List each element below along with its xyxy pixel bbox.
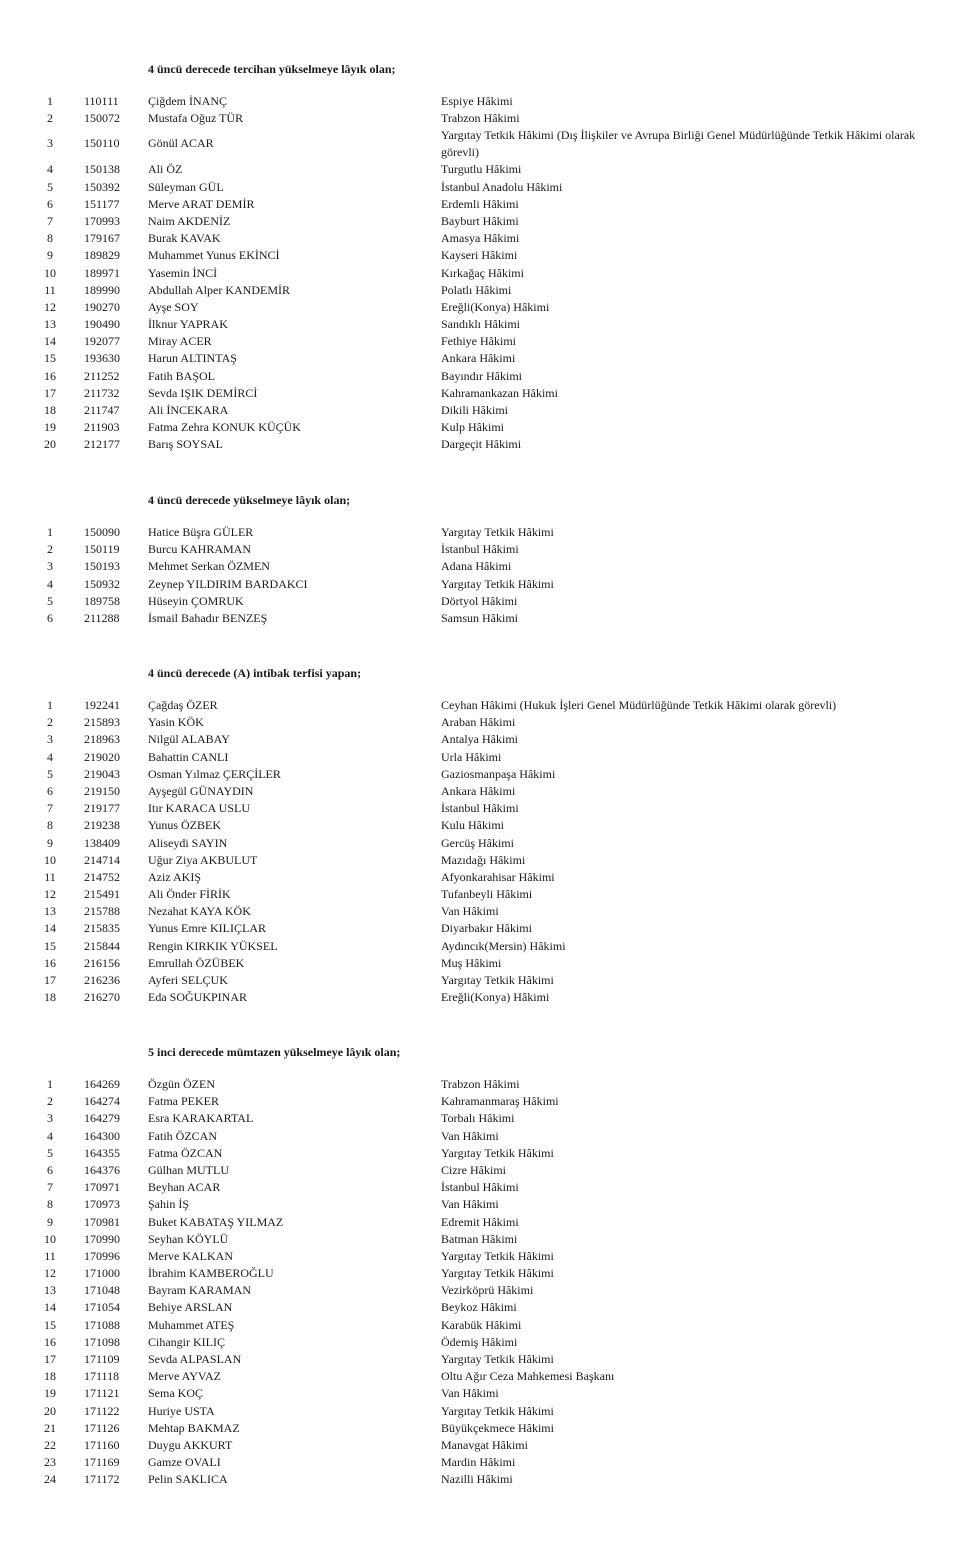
person-name: Abdullah Alper KANDEMİR	[148, 282, 290, 297]
sicil-number: 170993	[84, 213, 120, 228]
row-number: 18	[44, 990, 56, 1005]
row-number: 3	[47, 136, 53, 151]
row-number: 15	[44, 351, 56, 366]
position-title: Edremit Hâkimi	[441, 1214, 519, 1229]
row-number: 1	[47, 1077, 53, 1091]
position-title: Mardin Hâkimi	[441, 1455, 516, 1470]
position-title: İstanbul Hâkimi	[441, 801, 519, 816]
person-name: İlknur YAPRAK	[148, 317, 228, 332]
row-number: 15	[44, 1317, 56, 1332]
sicil-number: 192241	[84, 698, 120, 712]
person-name: Gamze OVALI	[148, 1455, 221, 1470]
position-title: Batman Hâkimi	[441, 1231, 518, 1246]
person-name: Mehtap BAKMAZ	[148, 1420, 240, 1435]
person-name: Fatih BAŞOL	[148, 368, 216, 383]
sicil-number: 150193	[84, 559, 120, 574]
row-number: 5	[47, 766, 53, 781]
position-title: Yargıtay Tetkik Hâkimi	[441, 1248, 554, 1263]
person-name: Ali Önder FİRİK	[148, 887, 231, 902]
sicil-number: 170996	[84, 1248, 120, 1263]
person-name: Zeynep YILDIRIM BARDAKCI	[148, 576, 308, 591]
row-number: 7	[47, 213, 53, 228]
position-title: Afyonkarahisar Hâkimi	[441, 869, 555, 884]
sicil-number: 164376	[84, 1162, 120, 1177]
position-title: Karabük Hâkimi	[441, 1317, 522, 1332]
row-number: 4	[47, 749, 53, 764]
row-number: 19	[44, 420, 56, 435]
sicil-number: 150110	[84, 136, 120, 151]
position-title: Yargıtay Tetkik Hâkimi	[441, 1352, 554, 1366]
row-number: 15	[44, 938, 56, 953]
row-number: 14	[44, 334, 56, 349]
row-number: 3	[47, 1111, 53, 1126]
sicil-number: 215844	[84, 938, 120, 953]
row-number: 10	[44, 852, 56, 867]
position-title: Trabzon Hâkimi	[441, 111, 520, 126]
person-name: Naim AKDENİZ	[148, 213, 231, 228]
sicil-number: 138409	[84, 835, 120, 850]
sicil-number: 171118	[84, 1369, 120, 1384]
sicil-number: 171169	[84, 1455, 120, 1470]
sicil-number: 171109	[84, 1352, 120, 1366]
sicil-number: 219238	[84, 818, 120, 833]
row-number: 2	[47, 111, 53, 126]
position-title: Bayburt Hâkimi	[441, 213, 519, 228]
sicil-number: 216270	[84, 990, 120, 1005]
row-number: 9	[47, 1214, 53, 1229]
sicil-number: 212177	[84, 437, 120, 452]
person-name: Ali İNCEKARA	[148, 403, 229, 417]
row-number: 11	[44, 1248, 56, 1263]
person-name: Çağdaş ÖZER	[148, 698, 218, 712]
row-number: 2	[47, 1094, 53, 1109]
position-title: Antalya Hâkimi	[441, 732, 518, 747]
position-title: Yargıtay Tetkik Hâkimi	[441, 1145, 554, 1160]
person-name: Yunus Emre KILIÇLAR	[148, 921, 266, 936]
person-name: Cihangir KILIÇ	[148, 1334, 225, 1349]
row-number: 13	[44, 1283, 56, 1298]
person-name: Özgün ÖZEN	[148, 1077, 215, 1091]
row-number: 17	[44, 1352, 56, 1366]
sicil-number: 211288	[84, 610, 120, 625]
person-name: Mustafa Oğuz TÜR	[148, 111, 244, 126]
sicil-number: 219020	[84, 749, 120, 764]
section-title: 4 üncü derecede yükselmeye lâyık olan;	[148, 493, 351, 507]
person-name: Itır KARACA USLU	[148, 801, 251, 816]
row-number: 4	[47, 1128, 53, 1143]
row-number: 1	[47, 525, 53, 539]
row-number: 23	[44, 1455, 56, 1470]
position-title: Van Hâkimi	[441, 1128, 499, 1143]
row-number: 1	[47, 698, 53, 712]
person-name: Barış SOYSAL	[148, 437, 224, 452]
position-title: Yargıtay Tetkik Hâkimi (Dış İlişkiler ve Avrupa Birliği Genel Müdürlüğünde Tetkik Hâkimi olarak görevli)	[441, 128, 916, 160]
position-title: Kahramankazan Hâkimi	[441, 385, 558, 400]
position-title: Adana Hâkimi	[441, 559, 512, 574]
person-name: Fatih ÖZCAN	[148, 1128, 217, 1143]
position-title: Tufanbeyli Hâkimi	[441, 887, 533, 902]
row-number: 14	[44, 921, 56, 936]
person-name: Nezahat KAYA KÖK	[148, 904, 251, 919]
sicil-number: 150392	[84, 179, 120, 194]
person-name: Bahattin CANLI	[148, 749, 229, 764]
position-title: Yargıtay Tetkik Hâkimi	[441, 576, 554, 591]
row-number: 5	[47, 1145, 53, 1160]
row-number: 9	[47, 835, 53, 850]
sicil-number: 110111	[84, 94, 119, 108]
position-title: Kulp Hâkimi	[441, 420, 504, 435]
position-title: Van Hâkimi	[441, 1386, 499, 1401]
position-title: Muş Hâkimi	[441, 955, 502, 970]
person-name: Sevda IŞIK DEMİRCİ	[148, 385, 258, 400]
person-name: Uğur Ziya AKBULUT	[148, 852, 258, 867]
row-number: 18	[44, 403, 56, 417]
position-title: Polatlı Hâkimi	[441, 282, 512, 297]
position-title: Turgutlu Hâkimi	[441, 162, 522, 177]
sicil-number: 219043	[84, 766, 120, 781]
position-title: Dörtyol Hâkimi	[441, 593, 518, 608]
person-name: Eda SOĞUKPINAR	[148, 990, 247, 1005]
sicil-number: 170971	[84, 1180, 120, 1195]
position-title: Ankara Hâkimi	[441, 783, 516, 798]
sicil-number: 171160	[84, 1437, 120, 1452]
sicil-number: 216236	[84, 973, 120, 987]
person-name: Ayşegül GÜNAYDIN	[148, 783, 254, 798]
position-title: Vezirköprü Hâkimi	[441, 1283, 534, 1298]
sicil-number: 171048	[84, 1283, 120, 1298]
row-number: 16	[44, 955, 56, 970]
person-name: Osman Yılmaz ÇERÇİLER	[148, 766, 281, 781]
position-title: Yargıtay Tetkik Hâkimi	[441, 1266, 554, 1281]
position-title: Cizre Hâkimi	[441, 1162, 506, 1177]
person-name: Buket KABATAŞ YILMAZ	[148, 1214, 284, 1229]
sicil-number: 164269	[84, 1077, 120, 1091]
person-name: Sevda ALPASLAN	[148, 1352, 242, 1366]
sicil-number: 211252	[84, 368, 120, 383]
person-name: Gönül ACAR	[148, 136, 214, 151]
person-name: Burak KAVAK	[148, 231, 221, 246]
sicil-number: 189990	[84, 282, 120, 297]
position-title: Dikili Hâkimi	[441, 403, 508, 417]
sicil-number: 171122	[84, 1403, 120, 1418]
person-name: Yunus ÖZBEK	[148, 818, 222, 833]
sicil-number: 215491	[84, 887, 120, 902]
row-number: 14	[44, 1300, 56, 1315]
position-title: Yargıtay Tetkik Hâkimi	[441, 973, 554, 987]
row-number: 6	[47, 610, 53, 625]
row-number: 6	[47, 196, 53, 211]
position-title: Trabzon Hâkimi	[441, 1077, 520, 1091]
position-title: Gercüş Hâkimi	[441, 835, 514, 850]
position-title: Büyükçekmece Hâkimi	[441, 1420, 554, 1435]
position-title: İstanbul Hâkimi	[441, 542, 519, 557]
row-number: 20	[44, 1403, 56, 1418]
sicil-number: 189971	[84, 265, 120, 280]
person-name: Pelin SAKLICA	[148, 1472, 228, 1487]
sicil-number: 170981	[84, 1214, 120, 1229]
person-name: Sema KOÇ	[148, 1386, 203, 1401]
position-title: Beykoz Hâkimi	[441, 1300, 517, 1315]
position-title: Ereğli(Konya) Hâkimi	[441, 299, 550, 314]
person-name: Ayferi SELÇUK	[148, 973, 228, 987]
row-number: 18	[44, 1369, 56, 1384]
row-number: 24	[44, 1472, 56, 1487]
row-number: 13	[44, 904, 56, 919]
person-name: Nilgül ALABAY	[148, 732, 230, 747]
sicil-number: 171172	[84, 1472, 120, 1487]
person-name: Yasemin İNCİ	[148, 265, 218, 280]
position-title: Sandıklı Hâkimi	[441, 317, 520, 332]
sicil-number: 171054	[84, 1300, 120, 1315]
sicil-number: 171000	[84, 1266, 120, 1281]
sicil-number: 150072	[84, 111, 120, 126]
section-title: 5 inci derecede mümtazen yükselmeye lâyık olan;	[148, 1045, 401, 1059]
person-name: İbrahim KAMBEROĞLU	[148, 1266, 274, 1281]
sicil-number: 192077	[84, 334, 120, 349]
row-number: 3	[47, 732, 53, 747]
person-name: İsmail Bahadır BENZEŞ	[148, 610, 268, 625]
section-title: 4 üncü derecede (A) intibak terfisi yapan;	[148, 666, 362, 680]
person-name: Harun ALTINTAŞ	[148, 351, 237, 366]
row-number: 4	[47, 162, 53, 177]
row-number: 6	[47, 1162, 53, 1177]
row-number: 12	[44, 887, 56, 902]
row-number: 16	[44, 368, 56, 383]
sicil-number: 218963	[84, 732, 120, 747]
sicil-number: 171126	[84, 1420, 120, 1435]
sicil-number: 211903	[84, 420, 120, 435]
position-title: Espiye Hâkimi	[441, 94, 513, 108]
sicil-number: 171121	[84, 1386, 120, 1401]
person-name: Mehmet Serkan ÖZMEN	[148, 559, 270, 574]
person-name: Bayram KARAMAN	[148, 1283, 251, 1298]
sicil-number: 164279	[84, 1111, 120, 1126]
row-number: 17	[44, 385, 56, 400]
section-title: 4 üncü derecede tercihan yükselmeye lâyık olan;	[148, 62, 396, 76]
row-number: 6	[47, 783, 53, 798]
sicil-number: 219177	[84, 801, 120, 816]
row-number: 12	[44, 299, 56, 314]
sicil-number: 164300	[84, 1128, 120, 1143]
position-title: Mazıdağı Hâkimi	[441, 852, 526, 867]
position-title: Ereğli(Konya) Hâkimi	[441, 990, 550, 1005]
row-number: 8	[47, 818, 53, 833]
sicil-number: 171088	[84, 1317, 120, 1332]
row-number: 17	[44, 973, 56, 987]
position-title: Araban Hâkimi	[441, 715, 516, 730]
row-number: 21	[44, 1420, 56, 1435]
person-name: Ayşe SOY	[148, 299, 199, 314]
person-name: Fatma ÖZCAN	[148, 1145, 223, 1160]
row-number: 8	[47, 1197, 53, 1212]
row-number: 11	[44, 282, 56, 297]
row-number: 10	[44, 265, 56, 280]
row-number: 5	[47, 593, 53, 608]
position-title: Ödemiş Hâkimi	[441, 1334, 518, 1349]
sicil-number: 214752	[84, 869, 120, 884]
person-name: Şahin İŞ	[148, 1197, 190, 1212]
sicil-number: 150932	[84, 576, 120, 591]
position-title: İstanbul Anadolu Hâkimi	[441, 179, 563, 194]
position-title: Van Hâkimi	[441, 904, 499, 919]
sicil-number: 150138	[84, 162, 120, 177]
person-name: Duygu AKKURT	[148, 1437, 233, 1452]
position-title: Urla Hâkimi	[441, 749, 502, 764]
row-number: 10	[44, 1231, 56, 1246]
sicil-number: 170973	[84, 1197, 120, 1212]
person-name: Behiye ARSLAN	[148, 1300, 233, 1315]
sicil-number: 211747	[84, 403, 120, 417]
sicil-number: 179167	[84, 231, 120, 246]
sicil-number: 150119	[84, 542, 120, 557]
position-title: Bayındır Hâkimi	[441, 368, 522, 383]
position-title: Samsun Hâkimi	[441, 610, 518, 625]
person-name: Süleyman GÜL	[148, 179, 224, 194]
row-number: 3	[47, 559, 53, 574]
sicil-number: 215835	[84, 921, 120, 936]
position-title: Fethiye Hâkimi	[441, 334, 516, 349]
sicil-number: 164355	[84, 1145, 120, 1160]
person-name: Merve ARAT DEMİR	[148, 196, 255, 211]
sicil-number: 189829	[84, 248, 120, 263]
row-number: 13	[44, 317, 56, 332]
position-title: Yargıtay Tetkik Hâkimi	[441, 525, 554, 539]
row-number: 19	[44, 1386, 56, 1401]
sicil-number: 171098	[84, 1334, 120, 1349]
person-name: Emrullah ÖZÜBEK	[148, 955, 245, 970]
row-number: 7	[47, 801, 53, 816]
position-title: Ankara Hâkimi	[441, 351, 516, 366]
position-title: Yargıtay Tetkik Hâkimi	[441, 1403, 554, 1418]
position-title: Kırkağaç Hâkimi	[441, 265, 524, 280]
person-name: Merve AYVAZ	[148, 1369, 222, 1384]
person-name: Çiğdem İNANÇ	[148, 94, 227, 108]
person-name: Aziz AKIŞ	[148, 869, 201, 884]
row-number: 2	[47, 715, 53, 730]
sicil-number: 164274	[84, 1094, 120, 1109]
position-title: Dargeçit Hâkimi	[441, 437, 522, 452]
person-name: Huriye USTA	[148, 1403, 215, 1418]
sicil-number: 211732	[84, 385, 120, 400]
row-number: 16	[44, 1334, 56, 1349]
person-name: Yasin KÖK	[148, 715, 204, 730]
position-title: Kulu Hâkimi	[441, 818, 504, 833]
position-title: Van Hâkimi	[441, 1197, 499, 1212]
position-title: Manavgat Hâkimi	[441, 1437, 528, 1452]
position-title: Nazilli Hâkimi	[441, 1472, 513, 1487]
person-name: Miray ACER	[148, 334, 212, 349]
person-name: Aliseydi SAYIN	[148, 835, 228, 850]
sicil-number: 190490	[84, 317, 120, 332]
person-name: Merve KALKAN	[148, 1248, 233, 1263]
sicil-number: 190270	[84, 299, 120, 314]
row-number: 5	[47, 179, 53, 194]
row-number: 1	[47, 94, 53, 108]
person-name: Esra KARAKARTAL	[148, 1111, 254, 1126]
person-name: Muhammet Yunus EKİNCİ	[148, 248, 280, 263]
person-name: Rengin KIRKIK YÜKSEL	[148, 938, 278, 953]
row-number: 11	[44, 869, 56, 884]
position-title: Kahramanmaraş Hâkimi	[441, 1094, 559, 1109]
person-name: Hatice Büşra GÜLER	[148, 525, 254, 539]
person-name: Beyhan ACAR	[148, 1180, 221, 1195]
person-name: Burcu KAHRAMAN	[148, 542, 251, 557]
person-name: Fatma PEKER	[148, 1094, 219, 1109]
position-title: Aydıncık(Mersin) Hâkimi	[441, 938, 566, 953]
position-title: Ceyhan Hâkimi (Hukuk İşleri Genel Müdürlüğünde Tetkik Hâkimi olarak görevli)	[441, 698, 837, 712]
position-title: Diyarbakır Hâkimi	[441, 921, 532, 936]
sicil-number: 215788	[84, 904, 120, 919]
person-name: Fatma Zehra KONUK KÜÇÜK	[148, 420, 301, 435]
position-title: Amasya Hâkimi	[441, 231, 520, 246]
position-title: İstanbul Hâkimi	[441, 1180, 519, 1195]
row-number: 8	[47, 231, 53, 246]
sicil-number: 170990	[84, 1231, 120, 1246]
person-name: Gülhan MUTLU	[148, 1162, 229, 1177]
row-number: 12	[44, 1266, 56, 1281]
sicil-number: 219150	[84, 783, 120, 798]
position-title: Kayseri Hâkimi	[441, 248, 518, 263]
row-number: 4	[47, 576, 53, 591]
row-number: 9	[47, 248, 53, 263]
position-title: Gaziosmanpaşa Hâkimi	[441, 766, 556, 781]
position-title: Oltu Ağır Ceza Mahkemesi Başkanı	[441, 1369, 615, 1384]
sicil-number: 150090	[84, 525, 120, 539]
row-number: 7	[47, 1180, 53, 1195]
sicil-number: 214714	[84, 852, 120, 867]
sicil-number: 216156	[84, 955, 120, 970]
position-title: Erdemli Hâkimi	[441, 196, 519, 211]
sicil-number: 193630	[84, 351, 120, 366]
row-number: 20	[44, 437, 56, 452]
row-number: 22	[44, 1437, 56, 1452]
person-name: Muhammet ATEŞ	[148, 1317, 235, 1332]
sicil-number: 151177	[84, 196, 120, 211]
person-name: Hüseyin ÇOMRUK	[148, 593, 244, 608]
sicil-number: 189758	[84, 593, 120, 608]
person-name: Seyhan KÖYLÜ	[148, 1231, 229, 1246]
position-title: Torbalı Hâkimi	[441, 1111, 515, 1126]
sicil-number: 215893	[84, 715, 120, 730]
row-number: 2	[47, 542, 53, 557]
person-name: Ali ÖZ	[148, 162, 183, 177]
